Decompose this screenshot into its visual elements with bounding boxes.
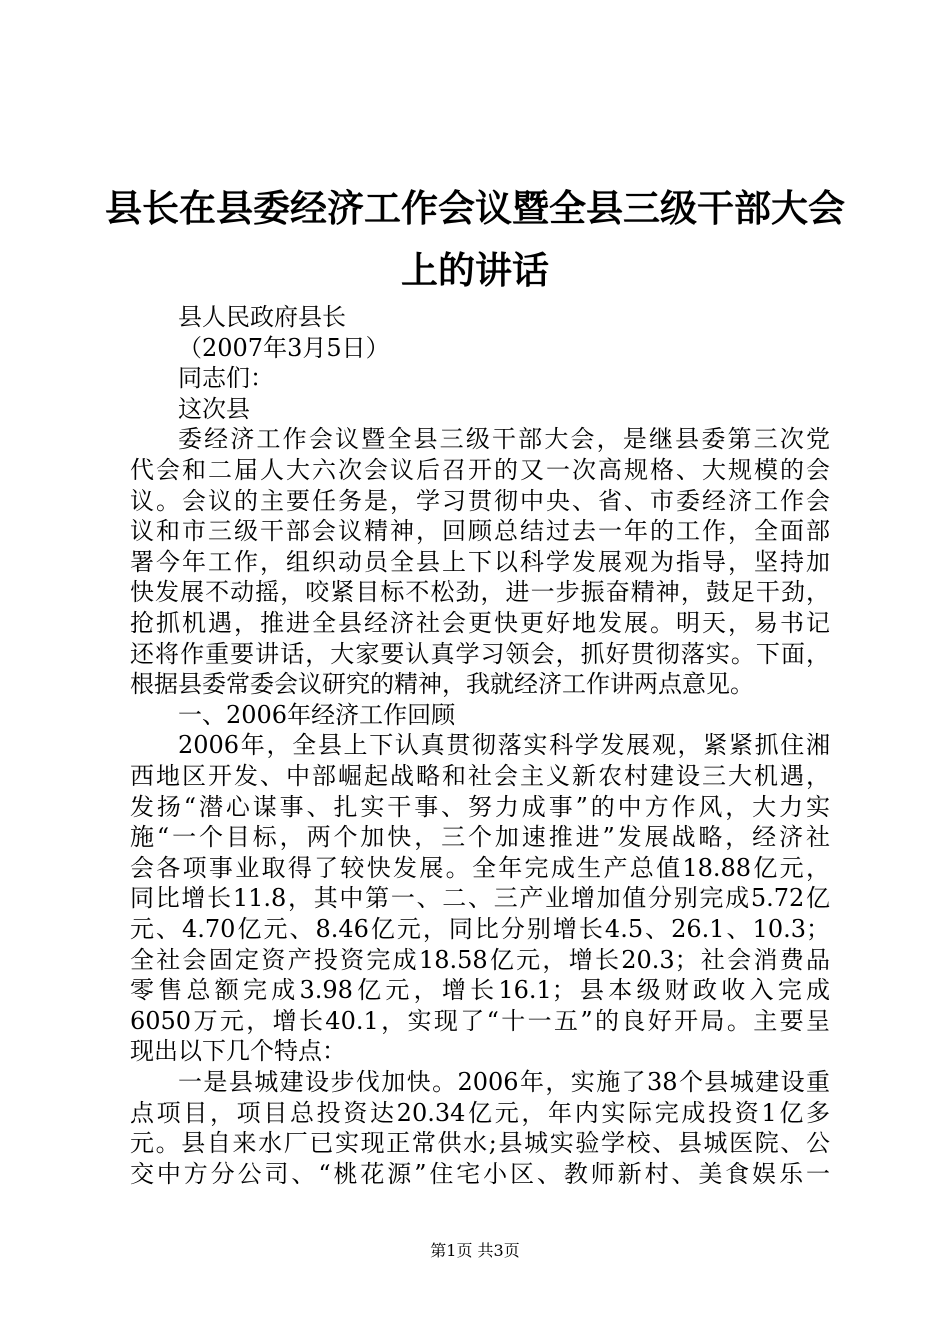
body-text-line: 施“一个目标，两个加快，三个加速推进”发展战略，经济社: [130, 823, 830, 852]
document-title-line-1: 县长在县委经济工作会议暨全县三级干部大会: [105, 186, 845, 230]
body-text-line: 代会和二届人大六次会议后召开的又一次高规格、大规模的会: [130, 456, 830, 484]
body-text-line: 现出以下几个特点：: [130, 1037, 346, 1066]
body-text-line: 这次县: [178, 394, 250, 423]
body-text-line: 还将作重要讲话，大家要认真学习领会，抓好贯彻落实。下面，: [130, 639, 830, 668]
body-text-line: 署今年工作，组织动员全县上下以科学发展观为指导，坚持加: [130, 547, 830, 576]
body-text-line: 全社会固定资产投资完成18.58亿元，增长20.3；社会消费品: [130, 945, 830, 974]
body-text-line: 同比增长11.8，其中第一、二、三产业增加值分别完成5.72亿: [130, 884, 830, 913]
document-title-line-2: 上的讲话: [401, 248, 549, 292]
body-text-line: 西地区开发、中部崛起战略和社会主义新农村建设三大机遇，: [130, 762, 830, 790]
body-text-line: 同志们：: [178, 364, 274, 393]
body-text-line: 快发展不动摇，咬紧目标不松劲，进一步振奋精神，鼓足干劲，: [130, 578, 830, 607]
body-text-line: 抢抓机遇，推进全县经济社会更快更好地发展。明天，易书记: [130, 609, 830, 637]
body-text-line: 委经济工作会议暨全县三级干部大会，是继县委第三次党: [178, 425, 830, 454]
body-text-line: 县人民政府县长: [178, 303, 346, 331]
body-text-line: 根据县委常委会议研究的精神，我就经济工作讲两点意见。: [130, 670, 754, 699]
body-text-line: 交中方分公司、“桃花源”住宅小区、教师新村、美食娱乐一: [130, 1159, 830, 1188]
body-text-line: 会各项事业取得了较快发展。全年完成生产总值18.88亿元，: [130, 853, 830, 882]
body-text-line: （2007年3月5日）: [178, 333, 390, 362]
body-text-line: 零售总额完成3.98亿元，增长16.1；县本级财政收入完成: [130, 976, 830, 1005]
body-text-line: 一、2006年经济工作回顾: [178, 700, 456, 729]
body-text-line: 点项目，项目总投资达20.34亿元，年内实际完成投资1亿多: [130, 1098, 830, 1127]
body-text-line: 2006年，全县上下认真贯彻落实科学发展观，紧紧抓住湘: [178, 731, 830, 760]
body-text-line: 一是县城建设步伐加快。2006年，实施了38个县城建设重: [178, 1068, 830, 1096]
body-text-line: 6050万元，增长40.1，实现了“十一五”的良好开局。主要呈: [130, 1006, 830, 1035]
body-text-line: 议。会议的主要任务是，学习贯彻中央、省、市委经济工作会: [130, 486, 830, 515]
body-text-line: 发扬“潜心谋事、扎实干事、努力成事”的中方作风，大力实: [130, 792, 830, 821]
page-footer: 第1页 共3页: [430, 1241, 520, 1260]
body-text-line: 元。县自来水厂已实现正常供水;县城实验学校、县城医院、公: [130, 1129, 830, 1158]
body-text-line: 元、4.70亿元、8.46亿元，同比分别增长4.5、26.1、10.3；: [130, 915, 830, 943]
body-text-line: 议和市三级干部会议精神，回顾总结过去一年的工作，全面部: [130, 517, 830, 546]
